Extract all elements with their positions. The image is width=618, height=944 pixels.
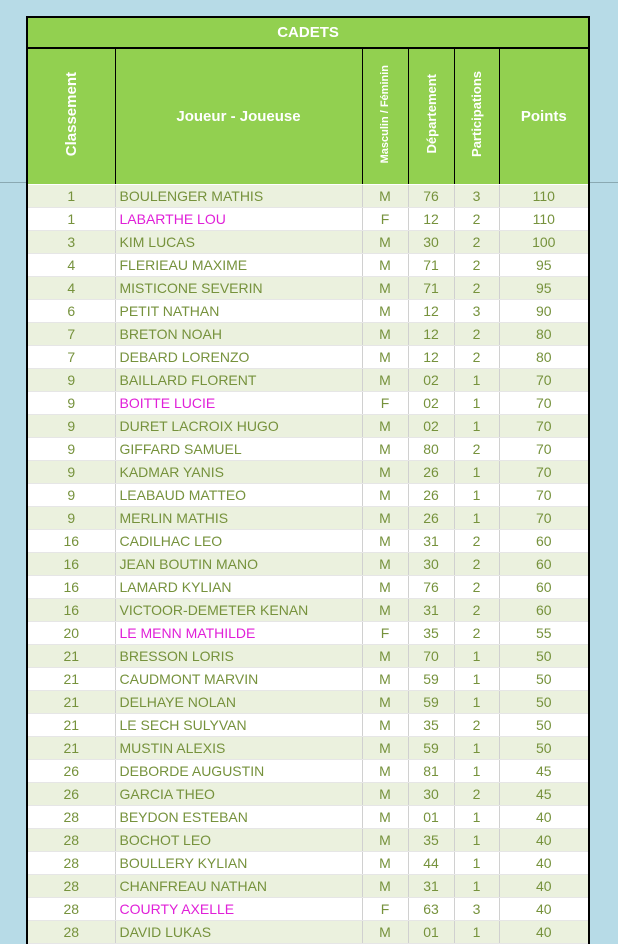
table-row xyxy=(28,484,588,507)
player-name-cell: VICTOOR-DEMETER KENAN xyxy=(115,599,362,622)
table-row xyxy=(28,599,588,622)
gender-cell: M xyxy=(362,714,408,737)
department-cell: 02 xyxy=(408,369,454,392)
table-row xyxy=(28,852,588,875)
gender-cell: M xyxy=(362,185,408,208)
gender-cell: M xyxy=(362,484,408,507)
table-row xyxy=(28,553,588,576)
table-row xyxy=(28,277,588,300)
department-cell: 59 xyxy=(408,691,454,714)
department-cell: 26 xyxy=(408,461,454,484)
participations-cell: 1 xyxy=(454,415,499,438)
header-participations: Participations xyxy=(454,48,499,185)
participations-cell: 1 xyxy=(454,806,499,829)
points-cell: 40 xyxy=(499,898,588,921)
player-name-cell: LE MENN MATHILDE xyxy=(115,622,362,645)
gender-cell: M xyxy=(362,806,408,829)
participations-cell: 2 xyxy=(454,622,499,645)
rank-cell: 9 xyxy=(28,369,115,392)
table-row xyxy=(28,668,588,691)
table-row xyxy=(28,208,588,231)
participations-cell: 1 xyxy=(454,484,499,507)
department-cell: 12 xyxy=(408,208,454,231)
player-name-cell: LAMARD KYLIAN xyxy=(115,576,362,599)
table-row xyxy=(28,323,588,346)
department-cell: 02 xyxy=(408,392,454,415)
gender-cell: M xyxy=(362,875,408,898)
gender-cell: M xyxy=(362,530,408,553)
gender-cell: M xyxy=(362,599,408,622)
gender-cell: M xyxy=(362,300,408,323)
department-cell: 59 xyxy=(408,737,454,760)
rank-cell: 7 xyxy=(28,323,115,346)
points-cell: 45 xyxy=(499,760,588,783)
points-cell: 70 xyxy=(499,484,588,507)
player-name-cell: BOCHOT LEO xyxy=(115,829,362,852)
points-cell: 50 xyxy=(499,668,588,691)
table-row xyxy=(28,622,588,645)
gender-cell: M xyxy=(362,852,408,875)
player-name-cell: DAVID LUKAS xyxy=(115,921,362,944)
department-cell: 30 xyxy=(408,231,454,254)
department-cell: 35 xyxy=(408,622,454,645)
player-name-cell: BEYDON ESTEBAN xyxy=(115,806,362,829)
department-cell: 12 xyxy=(408,300,454,323)
gender-cell: M xyxy=(362,553,408,576)
points-cell: 55 xyxy=(499,622,588,645)
department-cell: 35 xyxy=(408,714,454,737)
rank-cell: 20 xyxy=(28,622,115,645)
points-cell: 40 xyxy=(499,852,588,875)
table-row xyxy=(28,300,588,323)
participations-cell: 2 xyxy=(454,530,499,553)
ranking-table xyxy=(28,18,588,944)
player-name-cell: MUSTIN ALEXIS xyxy=(115,737,362,760)
player-name-cell: GIFFARD SAMUEL xyxy=(115,438,362,461)
points-cell: 40 xyxy=(499,806,588,829)
player-name-cell: LEABAUD MATTEO xyxy=(115,484,362,507)
header-rank: Classement xyxy=(28,48,115,185)
points-cell: 110 xyxy=(499,185,588,208)
points-cell: 95 xyxy=(499,277,588,300)
header-points: Points xyxy=(499,48,588,185)
table-row xyxy=(28,254,588,277)
points-cell: 80 xyxy=(499,323,588,346)
rank-cell: 26 xyxy=(28,783,115,806)
points-cell: 100 xyxy=(499,231,588,254)
player-name-cell: FLERIEAU MAXIME xyxy=(115,254,362,277)
participations-cell: 2 xyxy=(454,576,499,599)
table-body xyxy=(28,185,588,944)
header-department: Département xyxy=(408,48,454,185)
points-cell: 95 xyxy=(499,254,588,277)
participations-cell: 2 xyxy=(454,714,499,737)
gender-cell: F xyxy=(362,898,408,921)
points-cell: 70 xyxy=(499,461,588,484)
department-cell: 44 xyxy=(408,852,454,875)
gender-cell: M xyxy=(362,829,408,852)
participations-cell: 2 xyxy=(454,323,499,346)
rank-cell: 9 xyxy=(28,484,115,507)
rank-cell: 16 xyxy=(28,599,115,622)
points-cell: 60 xyxy=(499,576,588,599)
points-cell: 70 xyxy=(499,369,588,392)
participations-cell: 1 xyxy=(454,691,499,714)
table-row xyxy=(28,369,588,392)
points-cell: 110 xyxy=(499,208,588,231)
player-name-cell: MISTICONE SEVERIN xyxy=(115,277,362,300)
gender-cell: M xyxy=(362,461,408,484)
player-name-cell: BRESSON LORIS xyxy=(115,645,362,668)
department-cell: 26 xyxy=(408,507,454,530)
department-cell: 35 xyxy=(408,829,454,852)
rank-cell: 21 xyxy=(28,714,115,737)
table-row xyxy=(28,346,588,369)
points-cell: 40 xyxy=(499,829,588,852)
points-cell: 70 xyxy=(499,392,588,415)
gender-cell: M xyxy=(362,369,408,392)
participations-cell: 2 xyxy=(454,346,499,369)
header-player: Joueur - Joueuse xyxy=(115,48,362,185)
department-cell: 30 xyxy=(408,553,454,576)
participations-cell: 1 xyxy=(454,852,499,875)
gender-cell: M xyxy=(362,254,408,277)
participations-cell: 3 xyxy=(454,898,499,921)
rank-cell: 21 xyxy=(28,737,115,760)
table-row xyxy=(28,898,588,921)
department-cell: 30 xyxy=(408,783,454,806)
department-cell: 71 xyxy=(408,254,454,277)
participations-cell: 1 xyxy=(454,461,499,484)
participations-cell: 2 xyxy=(454,254,499,277)
department-cell: 71 xyxy=(408,277,454,300)
player-name-cell: CAUDMONT MARVIN xyxy=(115,668,362,691)
player-name-cell: BOULLERY KYLIAN xyxy=(115,852,362,875)
header-gender: Masculin / Féminin xyxy=(362,48,408,185)
participations-cell: 1 xyxy=(454,760,499,783)
points-cell: 45 xyxy=(499,783,588,806)
player-name-cell: MERLIN MATHIS xyxy=(115,507,362,530)
department-cell: 31 xyxy=(408,599,454,622)
participations-cell: 2 xyxy=(454,208,499,231)
rank-cell: 16 xyxy=(28,553,115,576)
rank-cell: 4 xyxy=(28,254,115,277)
participations-cell: 2 xyxy=(454,783,499,806)
gender-cell: M xyxy=(362,783,408,806)
participations-cell: 1 xyxy=(454,668,499,691)
participations-cell: 1 xyxy=(454,737,499,760)
player-name-cell: BRETON NOAH xyxy=(115,323,362,346)
participations-cell: 1 xyxy=(454,645,499,668)
gender-cell: M xyxy=(362,691,408,714)
gender-cell: M xyxy=(362,576,408,599)
rank-cell: 6 xyxy=(28,300,115,323)
table-row xyxy=(28,507,588,530)
department-cell: 76 xyxy=(408,576,454,599)
table-row xyxy=(28,921,588,944)
rank-cell: 1 xyxy=(28,185,115,208)
points-cell: 60 xyxy=(499,530,588,553)
participations-cell: 1 xyxy=(454,392,499,415)
gender-cell: M xyxy=(362,921,408,944)
points-cell: 90 xyxy=(499,300,588,323)
rank-cell: 21 xyxy=(28,691,115,714)
gender-cell: M xyxy=(362,507,408,530)
participations-cell: 2 xyxy=(454,599,499,622)
gender-cell: F xyxy=(362,208,408,231)
rank-cell: 9 xyxy=(28,438,115,461)
rank-cell: 9 xyxy=(28,415,115,438)
table-row xyxy=(28,645,588,668)
player-name-cell: LE SECH SULYVAN xyxy=(115,714,362,737)
table-row xyxy=(28,806,588,829)
rank-cell: 28 xyxy=(28,852,115,875)
department-cell: 12 xyxy=(408,346,454,369)
department-cell: 59 xyxy=(408,668,454,691)
points-cell: 70 xyxy=(499,438,588,461)
table-row xyxy=(28,392,588,415)
table-row xyxy=(28,783,588,806)
player-name-cell: PETIT NATHAN xyxy=(115,300,362,323)
player-name-cell: BAILLARD FLORENT xyxy=(115,369,362,392)
department-cell: 81 xyxy=(408,760,454,783)
player-name-cell: COURTY AXELLE xyxy=(115,898,362,921)
rank-cell: 1 xyxy=(28,208,115,231)
gender-cell: F xyxy=(362,392,408,415)
player-name-cell: BOITTE LUCIE xyxy=(115,392,362,415)
gender-cell: M xyxy=(362,438,408,461)
player-name-cell: DURET LACROIX HUGO xyxy=(115,415,362,438)
points-cell: 70 xyxy=(499,507,588,530)
gender-cell: M xyxy=(362,346,408,369)
player-name-cell: KADMAR YANIS xyxy=(115,461,362,484)
points-cell: 40 xyxy=(499,875,588,898)
gender-cell: F xyxy=(362,622,408,645)
rank-cell: 3 xyxy=(28,231,115,254)
player-name-cell: DELHAYE NOLAN xyxy=(115,691,362,714)
participations-cell: 1 xyxy=(454,507,499,530)
rank-cell: 28 xyxy=(28,898,115,921)
department-cell: 26 xyxy=(408,484,454,507)
table-row xyxy=(28,461,588,484)
rank-cell: 4 xyxy=(28,277,115,300)
participations-cell: 1 xyxy=(454,369,499,392)
table-row xyxy=(28,760,588,783)
table-row xyxy=(28,231,588,254)
player-name-cell: GARCIA THEO xyxy=(115,783,362,806)
table-row xyxy=(28,714,588,737)
table-row xyxy=(28,438,588,461)
points-cell: 40 xyxy=(499,921,588,944)
points-cell: 70 xyxy=(499,415,588,438)
points-cell: 60 xyxy=(499,599,588,622)
department-cell: 02 xyxy=(408,415,454,438)
participations-cell: 2 xyxy=(454,553,499,576)
participations-cell: 3 xyxy=(454,185,499,208)
department-cell: 70 xyxy=(408,645,454,668)
table-row xyxy=(28,415,588,438)
table-title: CADETS xyxy=(28,18,588,48)
gender-cell: M xyxy=(362,323,408,346)
player-name-cell: DEBARD LORENZO xyxy=(115,346,362,369)
participations-cell: 2 xyxy=(454,438,499,461)
ranking-sheet xyxy=(26,16,590,944)
table-row xyxy=(28,875,588,898)
player-name-cell: KIM LUCAS xyxy=(115,231,362,254)
participations-cell: 2 xyxy=(454,277,499,300)
department-cell: 01 xyxy=(408,806,454,829)
department-cell: 31 xyxy=(408,530,454,553)
gender-cell: M xyxy=(362,645,408,668)
department-cell: 80 xyxy=(408,438,454,461)
rank-cell: 21 xyxy=(28,668,115,691)
department-cell: 63 xyxy=(408,898,454,921)
rank-cell: 28 xyxy=(28,806,115,829)
rank-cell: 21 xyxy=(28,645,115,668)
points-cell: 50 xyxy=(499,714,588,737)
points-cell: 60 xyxy=(499,553,588,576)
table-row xyxy=(28,829,588,852)
gender-cell: M xyxy=(362,737,408,760)
rank-cell: 26 xyxy=(28,760,115,783)
points-cell: 50 xyxy=(499,645,588,668)
participations-cell: 1 xyxy=(454,829,499,852)
player-name-cell: CHANFREAU NATHAN xyxy=(115,875,362,898)
rank-cell: 16 xyxy=(28,576,115,599)
department-cell: 31 xyxy=(408,875,454,898)
department-cell: 12 xyxy=(408,323,454,346)
department-cell: 76 xyxy=(408,185,454,208)
player-name-cell: LABARTHE LOU xyxy=(115,208,362,231)
rank-cell: 16 xyxy=(28,530,115,553)
player-name-cell: BOULENGER MATHIS xyxy=(115,185,362,208)
rank-cell: 7 xyxy=(28,346,115,369)
table-row xyxy=(28,576,588,599)
gender-cell: M xyxy=(362,415,408,438)
points-cell: 50 xyxy=(499,691,588,714)
player-name-cell: CADILHAC LEO xyxy=(115,530,362,553)
rank-cell: 9 xyxy=(28,507,115,530)
rank-cell: 28 xyxy=(28,829,115,852)
participations-cell: 3 xyxy=(454,300,499,323)
table-row xyxy=(28,691,588,714)
participations-cell: 1 xyxy=(454,921,499,944)
points-cell: 80 xyxy=(499,346,588,369)
participations-cell: 2 xyxy=(454,231,499,254)
gender-cell: M xyxy=(362,668,408,691)
gender-cell: M xyxy=(362,277,408,300)
gender-cell: M xyxy=(362,231,408,254)
rank-cell: 28 xyxy=(28,921,115,944)
rank-cell: 9 xyxy=(28,461,115,484)
rank-cell: 28 xyxy=(28,875,115,898)
table-row xyxy=(28,737,588,760)
gender-cell: M xyxy=(362,760,408,783)
participations-cell: 1 xyxy=(454,875,499,898)
rank-cell: 9 xyxy=(28,392,115,415)
player-name-cell: DEBORDE AUGUSTIN xyxy=(115,760,362,783)
table-row xyxy=(28,185,588,208)
points-cell: 50 xyxy=(499,737,588,760)
department-cell: 01 xyxy=(408,921,454,944)
table-row xyxy=(28,530,588,553)
player-name-cell: JEAN BOUTIN MANO xyxy=(115,553,362,576)
